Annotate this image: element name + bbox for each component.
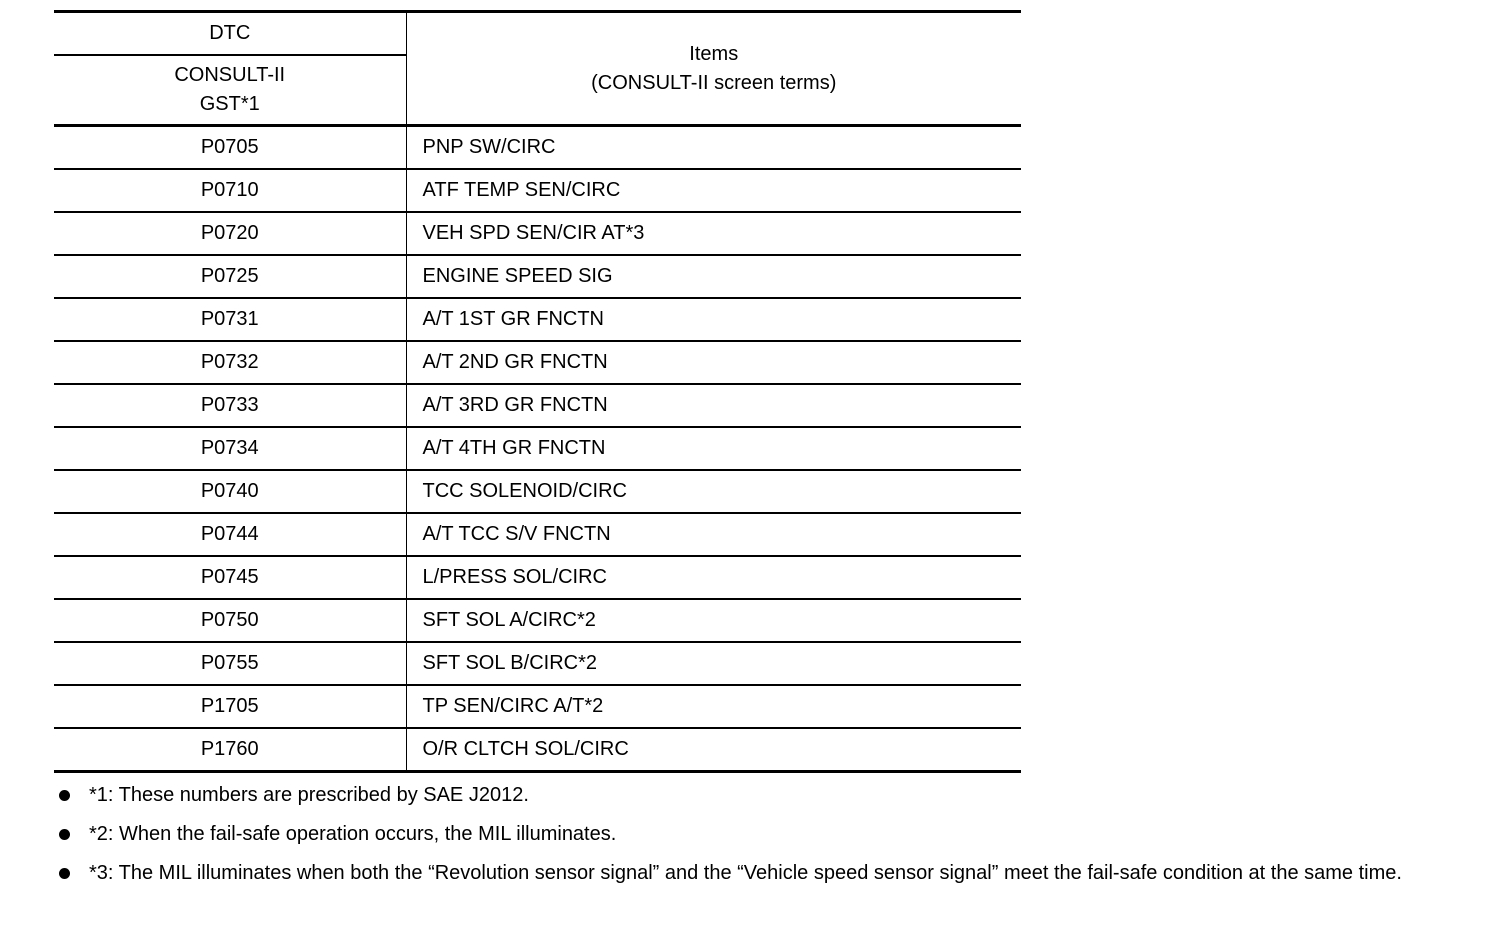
- table-row: [54, 126, 1021, 170]
- dtc-item-cell: A/T 1ST GR FNCTN: [406, 298, 1021, 341]
- dtc-item-cell: SFT SOL B/CIRC*2: [406, 642, 1021, 685]
- dtc-code-cell: P1760: [54, 728, 406, 772]
- header-items-title: Items: [689, 42, 739, 65]
- table-row: [54, 384, 1021, 427]
- dtc-code-cell: P0750: [54, 599, 406, 642]
- dtc-code-cell: P0740: [54, 470, 406, 513]
- dtc-item-cell: ATF TEMP SEN/CIRC: [406, 169, 1021, 212]
- dtc-item-cell: TCC SOLENOID/CIRC: [406, 470, 1021, 513]
- footnote-item: [54, 780, 1484, 810]
- dtc-item-cell: L/PRESS SOL/CIRC: [406, 556, 1021, 599]
- dtc-code-cell: P1705: [54, 685, 406, 728]
- dtc-code-cell: P0733: [54, 384, 406, 427]
- dtc-item-cell: SFT SOL A/CIRC*2: [406, 599, 1021, 642]
- bullet-icon: [59, 790, 70, 801]
- footnote-text: *3: The MIL illuminates when both the “Revolution sensor signal” and the “Vehicle speed sensor signal” meet the fail-safe condition at the same time.: [89, 862, 1402, 884]
- footnote-item: [54, 858, 1484, 888]
- dtc-code-cell: P0725: [54, 255, 406, 298]
- dtc-item-cell: A/T 3RD GR FNCTN: [406, 384, 1021, 427]
- footnote-text: *2: When the fail-safe operation occurs, the MIL illuminates.: [89, 823, 617, 845]
- table-row: [54, 427, 1021, 470]
- header-gst: GST*1: [199, 93, 260, 115]
- table-row: [54, 599, 1021, 642]
- bullet-icon: [59, 829, 70, 840]
- table-row: [54, 255, 1021, 298]
- bullet-icon: [59, 868, 70, 879]
- dtc-item-cell: A/T TCC S/V FNCTN: [406, 513, 1021, 556]
- header-dtc: DTC: [54, 12, 406, 56]
- footnote-item: [54, 819, 1484, 849]
- table-row: [54, 298, 1021, 341]
- dtc-code-cell: P0745: [54, 556, 406, 599]
- dtc-item-cell: PNP SW/CIRC: [406, 126, 1021, 170]
- dtc-item-cell: A/T 2ND GR FNCTN: [406, 341, 1021, 384]
- dtc-item-cell: ENGINE SPEED SIG: [406, 255, 1021, 298]
- dtc-code-cell: P0734: [54, 427, 406, 470]
- dtc-code-cell: P0720: [54, 212, 406, 255]
- header-consult-gst: [54, 55, 406, 126]
- header-consult: CONSULT-II: [174, 64, 286, 86]
- header-items: [406, 12, 1021, 126]
- dtc-code-cell: P0755: [54, 642, 406, 685]
- table-header: [54, 12, 1021, 126]
- table-row: [54, 685, 1021, 728]
- dtc-item-cell: VEH SPD SEN/CIR AT*3: [406, 212, 1021, 255]
- dtc-code-cell: P0744: [54, 513, 406, 556]
- dtc-table: [54, 10, 1021, 773]
- table-body: [54, 126, 1021, 772]
- table-row: [54, 212, 1021, 255]
- table-row: [54, 470, 1021, 513]
- table-row: [54, 513, 1021, 556]
- dtc-code-cell: P0705: [54, 126, 406, 170]
- dtc-code-cell: P0732: [54, 341, 406, 384]
- table-row: [54, 728, 1021, 772]
- footnotes: [54, 780, 1484, 897]
- footnote-text: *1: These numbers are prescribed by SAE J2012.: [89, 784, 529, 806]
- header-items-subtitle: (CONSULT-II screen terms): [591, 71, 837, 94]
- table-row: [54, 556, 1021, 599]
- dtc-item-cell: O/R CLTCH SOL/CIRC: [406, 728, 1021, 772]
- dtc-code-cell: P0731: [54, 298, 406, 341]
- dtc-item-cell: TP SEN/CIRC A/T*2: [406, 685, 1021, 728]
- dtc-item-cell: A/T 4TH GR FNCTN: [406, 427, 1021, 470]
- table-row: [54, 169, 1021, 212]
- table-row: [54, 341, 1021, 384]
- table-row: [54, 642, 1021, 685]
- dtc-code-cell: P0710: [54, 169, 406, 212]
